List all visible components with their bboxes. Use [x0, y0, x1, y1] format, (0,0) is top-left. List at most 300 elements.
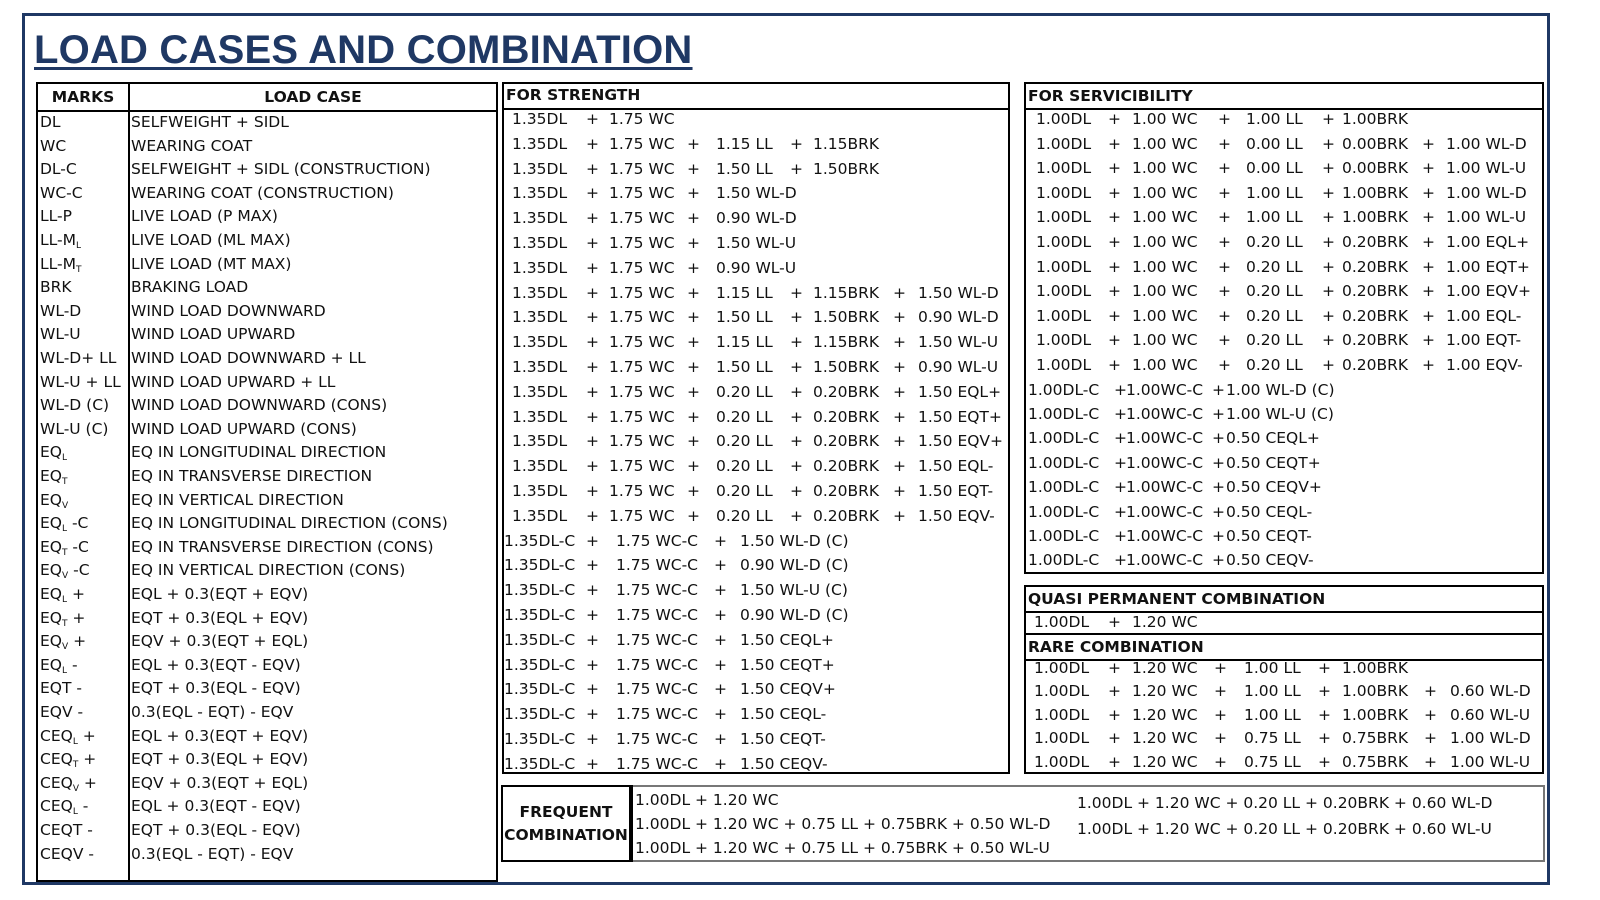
- factor-term: 1.00 WL-U: [1446, 159, 1527, 178]
- factor-term: 1.20 WC: [1132, 682, 1198, 701]
- factor-term: 0.20BRK: [813, 382, 880, 401]
- factor-term: 1.00BRK: [1342, 705, 1409, 724]
- factor-term: 1.00 WL-D: [1446, 183, 1527, 202]
- factor-term: 1.35DL: [512, 333, 568, 352]
- plus-operator: +: [586, 581, 599, 600]
- factor-term: 1.50 CEQV+: [740, 680, 836, 699]
- factor-term: 1.00DL-C: [1028, 527, 1100, 545]
- factor-term: 0.90 WL-U: [918, 358, 999, 376]
- factor-term: 1.75 WC-C: [616, 531, 699, 550]
- plus-operator: +: [1318, 729, 1331, 748]
- factor-term: 1.00DL: [1034, 659, 1090, 677]
- mark-text: EQ: [40, 608, 62, 627]
- factor-term: 1.00DL: [1036, 110, 1092, 128]
- factor-term: 1.00WC-C: [1126, 527, 1204, 545]
- factor-term: 1.35DL: [512, 382, 568, 401]
- plus-operator: +: [1212, 527, 1225, 545]
- plus-operator: +: [1108, 110, 1121, 128]
- plus-operator: +: [1322, 356, 1335, 374]
- factor-term: 1.75 WC-C: [616, 730, 699, 748]
- load-case-cell: 0.3(EQL - EQT) - EQV: [131, 844, 294, 863]
- plus-operator: +: [714, 531, 727, 550]
- plus-operator: +: [893, 457, 906, 476]
- factor-term: 0.75 LL: [1244, 752, 1301, 771]
- factor-term: 1.75 WC-C: [616, 630, 699, 649]
- factor-term: 1.00WC-C: [1126, 551, 1204, 570]
- mark-cell: [40, 819, 128, 841]
- load-case-cell: EQL + 0.3(EQT - EQV): [131, 655, 301, 674]
- frequent-combination-table: [501, 785, 1545, 862]
- mark-suffix: +: [67, 585, 85, 603]
- plus-operator: +: [1424, 752, 1437, 771]
- factor-term: 0.90 WL-D: [918, 308, 999, 327]
- factor-term: 1.00DL-C: [1028, 502, 1100, 521]
- factor-term: 1.75 WC-C: [616, 705, 699, 724]
- plus-operator: +: [1108, 705, 1121, 724]
- quasi-header: [1026, 587, 1542, 613]
- plus-operator: +: [1114, 405, 1127, 423]
- mark-suffix: +: [68, 632, 87, 651]
- mark-cell: [40, 158, 128, 180]
- plus-operator: +: [586, 655, 599, 674]
- factor-term: 1.20 WC: [1132, 659, 1198, 677]
- factor-term: 1.50 EQL-: [918, 457, 994, 476]
- plus-operator: +: [1422, 134, 1435, 153]
- mark-text: EQ: [40, 561, 62, 580]
- factor-term: 1.00BRK: [1342, 110, 1409, 128]
- factor-term: 1.00 WC: [1132, 282, 1198, 301]
- plus-operator: +: [1422, 331, 1435, 350]
- factor-term: 0.20 LL: [716, 506, 773, 525]
- header-marks: MARKS: [51, 88, 115, 106]
- plus-operator: +: [687, 283, 700, 302]
- plus-operator: +: [586, 606, 599, 624]
- factor-term: 1.35DL: [512, 234, 568, 252]
- plus-operator: +: [586, 556, 599, 575]
- factor-term: 1.50 WL-D: [716, 184, 797, 203]
- plus-operator: +: [1322, 208, 1335, 227]
- plus-operator: +: [1214, 752, 1227, 771]
- mark-subscript: T: [72, 760, 79, 771]
- load-case-cell: WIND LOAD DOWNWARD (CONS): [131, 396, 388, 415]
- factor-term: 1.20 WC: [1132, 729, 1198, 748]
- load-case-cell: EQT + 0.3(EQL + EQV): [131, 750, 309, 769]
- mark-suffix: +: [67, 608, 86, 627]
- factor-term: 1.50 CEQT+: [740, 655, 835, 674]
- factor-term: 1.35DL: [512, 432, 568, 451]
- factor-term: 1.35DL-C: [504, 581, 576, 600]
- load-case-table: [36, 82, 498, 882]
- load-case-cell: EQ IN LONGITUDINAL DIRECTION (CONS): [131, 514, 448, 533]
- header-load-case: LOAD CASE: [264, 88, 362, 106]
- mark-text: WL-U: [40, 325, 81, 344]
- mark-subscript: L: [75, 241, 81, 251]
- plus-operator: +: [586, 482, 599, 500]
- mark-cell: [40, 536, 128, 558]
- factor-term: 1.00DL: [1036, 306, 1092, 325]
- plus-operator: +: [790, 358, 803, 376]
- load-case-cell: EQL + 0.3(EQT + EQV): [131, 726, 309, 745]
- plus-operator: +: [687, 209, 700, 228]
- factor-term: 1.00DL: [1036, 208, 1092, 227]
- plus-operator: +: [1108, 282, 1121, 301]
- plus-operator: +: [1108, 183, 1121, 202]
- factor-term: 0.50 CEQT+: [1226, 453, 1321, 472]
- factor-term: 1.00DL: [1034, 705, 1090, 724]
- load-case-cell: LIVE LOAD (P MAX): [131, 207, 278, 226]
- factor-term: 1.15BRK: [813, 134, 880, 153]
- factor-term: 1.00WC-C: [1126, 380, 1204, 399]
- plus-operator: +: [586, 382, 599, 401]
- plus-operator: +: [1322, 306, 1335, 325]
- mark-text: WL-D: [40, 301, 82, 320]
- load-case-cell: SELFWEIGHT + SIDL: [131, 113, 289, 131]
- load-case-cell: EQ IN TRANSVERSE DIRECTION: [131, 467, 373, 485]
- mark-subscript: L: [62, 524, 68, 535]
- plus-operator: +: [1114, 478, 1127, 497]
- mark-text: EQ: [40, 514, 62, 533]
- factor-term: 0.50 CEQV-: [1226, 551, 1314, 570]
- plus-operator: +: [1424, 729, 1437, 748]
- factor-term: 1.75 WC-C: [616, 556, 699, 575]
- factor-term: 0.60 WL-U: [1450, 705, 1531, 724]
- plus-operator: +: [1218, 159, 1231, 178]
- factor-term: 1.35DL: [512, 358, 568, 376]
- plus-operator: +: [790, 506, 803, 525]
- plus-operator: +: [714, 680, 727, 699]
- plus-operator: +: [1108, 233, 1121, 251]
- factor-term: 1.00DL: [1034, 729, 1090, 748]
- plus-operator: +: [687, 308, 700, 327]
- plus-operator: +: [687, 234, 700, 252]
- factor-term: 0.20BRK: [1342, 233, 1409, 251]
- plus-operator: +: [1218, 183, 1231, 202]
- mark-cell: [40, 135, 128, 157]
- mark-cell: [40, 489, 128, 511]
- plus-operator: +: [1214, 659, 1227, 677]
- plus-operator: +: [714, 556, 727, 575]
- serviceability-header: [1026, 84, 1542, 110]
- plus-operator: +: [1212, 551, 1225, 570]
- plus-operator: +: [790, 457, 803, 476]
- plus-operator: +: [1108, 208, 1121, 227]
- factor-term: 1.75 WC: [609, 283, 675, 302]
- mark-subscript: L: [62, 453, 68, 464]
- factor-term: 0.00BRK: [1342, 159, 1409, 178]
- frequent-label-line2: COMBINATION: [504, 826, 628, 844]
- factor-term: 1.00 EQV-: [1446, 356, 1523, 374]
- factor-term: 1.20 WC: [1132, 613, 1198, 631]
- plus-operator: +: [1318, 682, 1331, 701]
- mark-cell: [40, 583, 128, 605]
- factor-term: 1.75 WC: [609, 457, 675, 476]
- factor-term: 1.00DL: [1036, 183, 1092, 202]
- plus-operator: +: [790, 308, 803, 327]
- plus-operator: +: [714, 655, 727, 674]
- frequent-row: 1.00DL + 1.20 WC + 0.75 LL + 0.75BRK + 0.50 WL-U: [635, 839, 1050, 857]
- factor-term: 0.20 LL: [716, 457, 773, 476]
- factor-term: 1.50 CEQL-: [740, 705, 827, 724]
- mark-cell: [40, 300, 128, 322]
- mark-subscript: V: [62, 500, 69, 511]
- mark-suffix: +: [78, 750, 97, 769]
- plus-operator: +: [1108, 306, 1121, 325]
- factor-term: 1.50 WL-U: [716, 234, 797, 252]
- factor-term: 1.00DL-C: [1028, 429, 1100, 448]
- factor-term: 1.35DL-C: [504, 655, 576, 674]
- plus-operator: +: [1322, 134, 1335, 153]
- plus-operator: +: [1422, 356, 1435, 374]
- plus-operator: +: [1218, 110, 1231, 128]
- factor-term: 0.50 CEQV+: [1226, 478, 1322, 497]
- mark-cell: [40, 276, 128, 298]
- plus-operator: +: [893, 407, 906, 426]
- load-case-cell: LIVE LOAD (MT MAX): [131, 254, 292, 273]
- factor-term: 1.00 WC: [1132, 208, 1198, 227]
- plus-operator: +: [893, 506, 906, 525]
- mark-cell: [40, 253, 128, 275]
- factor-term: 1.00 EQT+: [1446, 257, 1530, 276]
- factor-term: 1.35DL-C: [504, 606, 576, 624]
- factor-term: 0.50 CEQL-: [1226, 502, 1313, 521]
- load-case-cell: EQT + 0.3(EQL - EQV): [131, 679, 301, 698]
- factor-term: 1.00DL: [1034, 613, 1090, 631]
- factor-term: 1.75 WC: [609, 258, 675, 277]
- mark-subscript: L: [72, 736, 78, 747]
- plus-operator: +: [586, 134, 599, 153]
- mark-cell: [40, 441, 128, 463]
- mark-cell: [40, 654, 128, 676]
- factor-term: 1.75 WC: [609, 308, 675, 327]
- factor-term: 1.00DL: [1036, 159, 1092, 178]
- factor-term: 1.50BRK: [813, 308, 880, 327]
- plus-operator: +: [893, 308, 906, 327]
- plus-operator: +: [586, 432, 599, 451]
- factor-term: 1.35DL: [512, 482, 568, 500]
- mark-text: EQ: [40, 490, 62, 509]
- mark-subscript: T: [75, 264, 82, 275]
- factor-term: 1.00 WC: [1132, 257, 1198, 276]
- plus-operator: +: [714, 606, 727, 624]
- plus-operator: +: [586, 680, 599, 699]
- factor-term: 0.20BRK: [1342, 331, 1409, 350]
- plus-operator: +: [1212, 502, 1225, 521]
- factor-term: 1.35DL-C: [504, 705, 576, 724]
- factor-term: 1.20 WC: [1132, 705, 1198, 724]
- mark-text: WL-D (C): [40, 396, 110, 415]
- frequent-row: 1.00DL + 1.20 WC: [635, 791, 779, 809]
- factor-term: 1.35DL: [512, 457, 568, 476]
- plus-operator: +: [1212, 429, 1225, 448]
- mark-suffix: -C: [68, 561, 90, 580]
- factor-term: 1.50 WL-U (C): [740, 581, 848, 600]
- mark-suffix: +: [77, 726, 96, 745]
- mark-text: WC: [40, 136, 67, 155]
- factor-term: 1.00 WC: [1132, 134, 1198, 153]
- mark-suffix: -: [77, 797, 89, 816]
- mark-suffix: +: [79, 773, 97, 792]
- factor-term: 1.75 WC-C: [616, 655, 699, 674]
- mark-text: WL-U + LL: [40, 372, 121, 391]
- plus-operator: +: [1108, 659, 1121, 677]
- mark-subscript: L: [72, 807, 78, 818]
- load-case-cell: EQT + 0.3(EQL - EQV): [131, 821, 301, 839]
- plus-operator: +: [586, 234, 599, 252]
- mark-text: LL-P: [40, 207, 72, 226]
- mark-text: LL-M: [40, 231, 76, 249]
- strength-header-label: FOR STRENGTH: [506, 86, 641, 104]
- factor-term: 0.20BRK: [813, 506, 880, 525]
- factor-term: 1.35DL-C: [504, 730, 576, 748]
- factor-term: 1.00 EQV+: [1446, 282, 1532, 301]
- factor-term: 1.00BRK: [1342, 682, 1409, 701]
- plus-operator: +: [1212, 478, 1225, 497]
- factor-term: 1.75 WC: [609, 333, 675, 352]
- plus-operator: +: [586, 308, 599, 327]
- factor-term: 1.35DL: [512, 283, 568, 302]
- mark-text: DL: [40, 113, 61, 131]
- mark-subscript: L: [62, 665, 68, 676]
- factor-term: 1.00 LL: [1244, 659, 1301, 677]
- factor-term: 1.15BRK: [813, 333, 880, 352]
- factor-term: 1.50 EQV-: [918, 506, 995, 525]
- load-case-cell: EQL + 0.3(EQT + EQV): [131, 585, 309, 603]
- factor-term: 0.20BRK: [1342, 306, 1409, 325]
- factor-term: 0.20 LL: [1246, 233, 1303, 251]
- plus-operator: +: [687, 358, 700, 376]
- factor-term: 0.20 LL: [1246, 331, 1303, 350]
- factor-term: 1.75 WC: [609, 184, 675, 203]
- factor-term: 1.35DL-C: [504, 531, 576, 550]
- load-case-cell: WEARING COAT: [131, 136, 253, 155]
- mark-cell: [40, 323, 128, 345]
- mark-subscript: V: [72, 783, 79, 794]
- factor-term: 1.00DL: [1034, 682, 1090, 701]
- mark-text: EQ: [40, 585, 62, 603]
- plus-operator: +: [1108, 356, 1121, 374]
- factor-term: 1.00DL: [1036, 282, 1092, 301]
- factor-term: 1.50 EQL+: [918, 382, 1002, 401]
- plus-operator: +: [1218, 134, 1231, 153]
- plus-operator: +: [714, 581, 727, 600]
- load-case-cell: EQV + 0.3(EQT + EQL): [131, 773, 309, 792]
- factor-term: 0.00 LL: [1246, 134, 1303, 153]
- plus-operator: +: [1114, 380, 1127, 399]
- plus-operator: +: [893, 358, 906, 376]
- plus-operator: +: [714, 754, 727, 773]
- plus-operator: +: [586, 159, 599, 178]
- frequent-row: 1.00DL + 1.20 WC + 0.20 LL + 0.20BRK + 0.60 WL-D: [1077, 794, 1493, 812]
- factor-term: 0.90 WL-D (C): [740, 606, 849, 624]
- plus-operator: +: [1108, 331, 1121, 350]
- factor-term: 0.20BRK: [1342, 257, 1409, 276]
- factor-term: 1.75 WC-C: [616, 581, 699, 600]
- load-case-cell: WIND LOAD UPWARD + LL: [131, 372, 336, 391]
- plus-operator: +: [586, 258, 599, 277]
- factor-term: 1.15 LL: [716, 283, 773, 302]
- factor-term: 1.50 EQT-: [918, 482, 994, 500]
- mark-subscript: T: [62, 547, 68, 558]
- factor-term: 1.75 WC: [609, 209, 675, 228]
- plus-operator: +: [586, 110, 599, 128]
- load-case-cell: WEARING COAT (CONSTRUCTION): [131, 183, 394, 202]
- mark-text: CEQ: [40, 773, 73, 792]
- factor-term: 1.50 LL: [716, 159, 773, 178]
- plus-operator: +: [586, 333, 599, 352]
- column-divider: [128, 84, 130, 880]
- mark-cell: [40, 111, 128, 133]
- plus-operator: +: [790, 333, 803, 352]
- factor-term: 1.00 EQT-: [1446, 331, 1522, 350]
- mark-text: WL-U (C): [40, 419, 109, 438]
- factor-term: 0.20BRK: [813, 407, 880, 426]
- mark-text: CEQT -: [40, 821, 93, 839]
- factor-term: 1.50 EQV+: [918, 432, 1004, 451]
- factor-term: 1.75 WC: [609, 358, 675, 376]
- mark-cell: [40, 725, 128, 747]
- mark-cell: [40, 465, 128, 487]
- factor-term: 1.50 CEQT-: [740, 730, 826, 748]
- mark-cell: [40, 371, 128, 393]
- plus-operator: +: [1214, 682, 1227, 701]
- factor-term: 1.50 CEQV-: [740, 754, 828, 773]
- mark-text: EQ: [40, 632, 62, 651]
- mark-text: CEQ: [40, 797, 73, 816]
- plus-operator: +: [586, 184, 599, 203]
- factor-term: 0.90 WL-D: [716, 209, 797, 228]
- quasi-rare-combination-table: [1024, 585, 1544, 774]
- mark-text: CEQ: [40, 750, 73, 769]
- plus-operator: +: [687, 159, 700, 178]
- factor-term: 1.50 LL: [716, 358, 773, 376]
- factor-term: 1.15 LL: [716, 333, 773, 352]
- plus-operator: +: [687, 258, 700, 277]
- plus-operator: +: [586, 531, 599, 550]
- mark-cell: [40, 512, 128, 534]
- mark-cell: [40, 748, 128, 770]
- plus-operator: +: [1422, 183, 1435, 202]
- factor-term: 0.20BRK: [813, 482, 880, 500]
- factor-term: 1.35DL: [512, 209, 568, 228]
- mark-cell: [40, 701, 128, 723]
- plus-operator: +: [790, 134, 803, 153]
- factor-term: 1.00DL: [1036, 257, 1092, 276]
- factor-term: 0.20 LL: [716, 432, 773, 451]
- factor-term: 1.00WC-C: [1126, 405, 1204, 423]
- mark-text: EQ: [40, 537, 62, 556]
- plus-operator: +: [1322, 331, 1335, 350]
- serviceability-header-label: FOR SERVICIBILITY: [1028, 87, 1193, 105]
- load-case-cell: BRAKING LOAD: [131, 278, 249, 297]
- mark-text: WC-C: [40, 183, 83, 202]
- factor-term: 1.15BRK: [813, 283, 880, 302]
- factor-term: 1.00 WL-D (C): [1226, 380, 1335, 399]
- mark-text: DL-C: [40, 160, 77, 179]
- factor-term: 0.50 CEQL+: [1226, 429, 1320, 448]
- factor-term: 1.15 LL: [716, 134, 773, 153]
- plus-operator: +: [687, 333, 700, 352]
- factor-term: 1.35DL-C: [504, 556, 576, 575]
- factor-term: 1.00 WC: [1132, 183, 1198, 202]
- mark-suffix: -C: [67, 537, 89, 556]
- mark-cell: [40, 347, 128, 369]
- plus-operator: +: [586, 209, 599, 228]
- factor-term: 1.35DL-C: [504, 680, 576, 699]
- frequent-label-box: [503, 787, 631, 860]
- factor-term: 1.00WC-C: [1126, 429, 1204, 448]
- plus-operator: +: [893, 432, 906, 451]
- factor-term: 1.50 WL-D: [918, 283, 999, 302]
